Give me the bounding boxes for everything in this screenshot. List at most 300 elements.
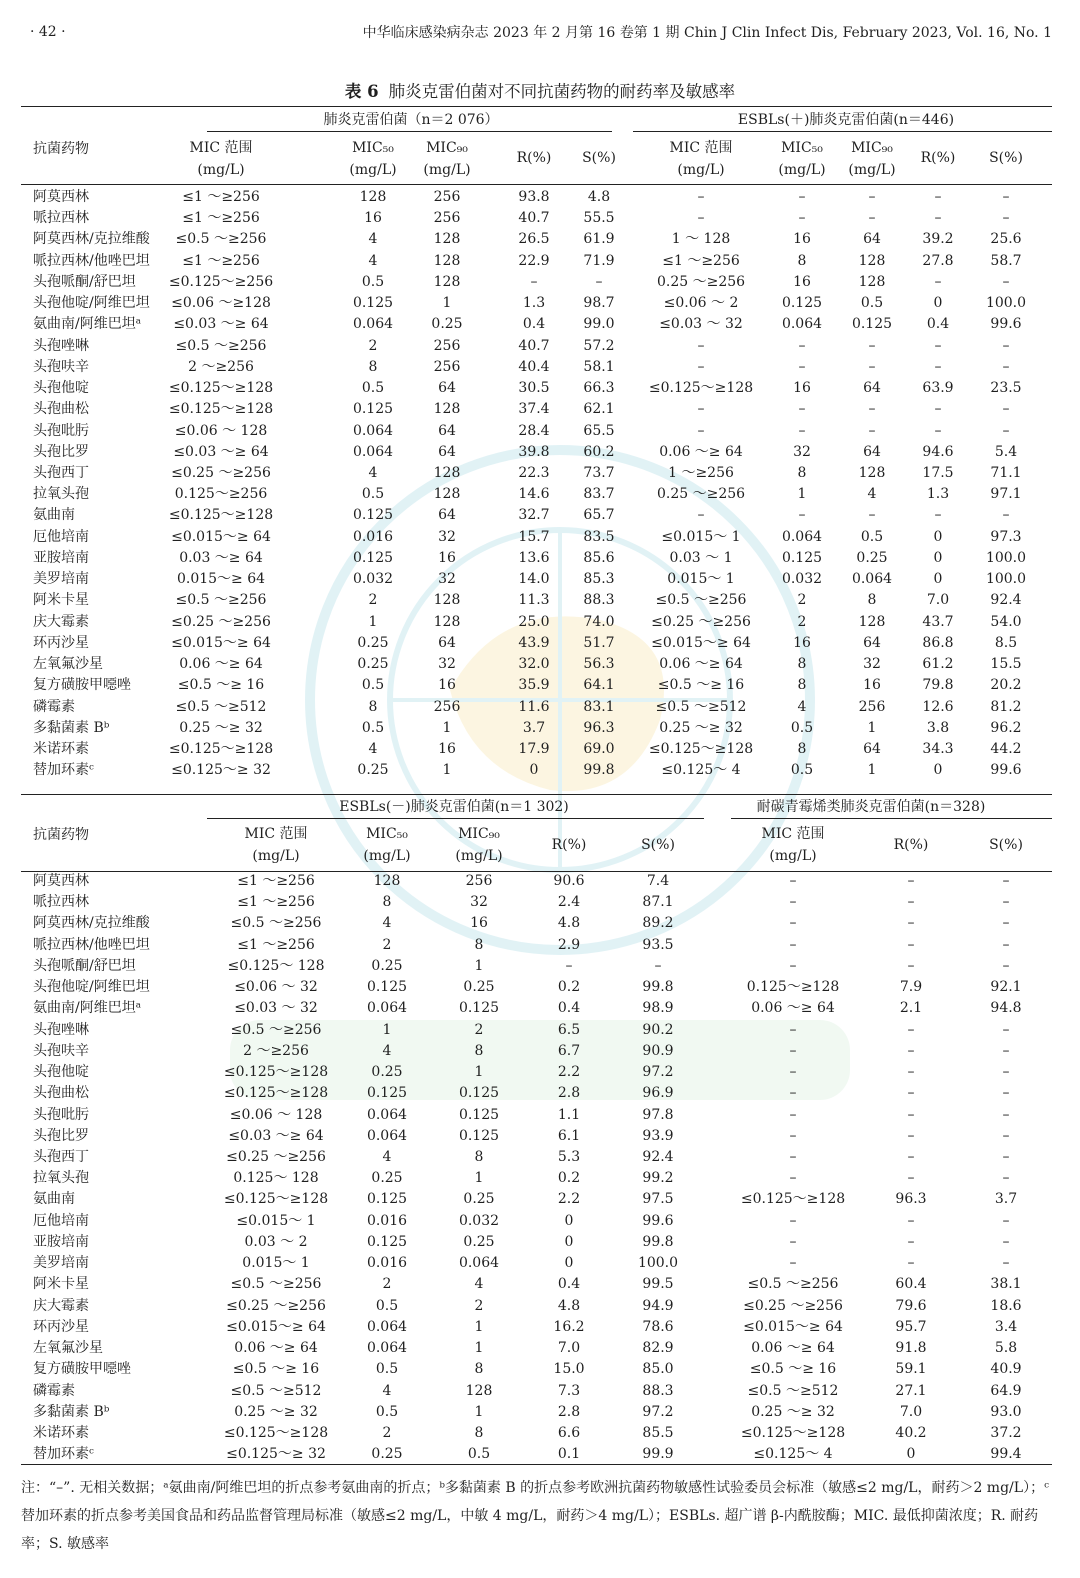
table-cell: 64 — [863, 380, 881, 397]
table-cell: 8 — [867, 592, 877, 609]
drug-column-header: 抗菌药物 — [33, 827, 89, 843]
drug-name: 头孢唑啉 — [33, 1021, 89, 1038]
table-cell: 0.5 — [361, 380, 385, 397]
table-cell: 32 — [793, 443, 811, 460]
table-cell: 40.4 — [518, 358, 550, 375]
table-cell: 2 — [474, 1297, 484, 1314]
table-cell: ≤0.25 ～≥256 — [651, 613, 751, 630]
table-cell: – — [934, 337, 942, 354]
drug-name: 头孢曲松 — [33, 1085, 89, 1102]
column-header: MIC 范围 — [244, 826, 308, 842]
drug-name: 头孢西丁 — [33, 1148, 89, 1165]
table-cell: ≤0.015～ 1 — [236, 1212, 316, 1229]
table-cell: – — [1002, 1064, 1010, 1081]
column-header-unit: (mg/L) — [197, 162, 245, 178]
table-cell: ≤0.03 ～ 32 — [659, 316, 743, 333]
table-cell: 14.6 — [518, 486, 550, 503]
table-cell: ≤0.015～≥ 64 — [743, 1318, 843, 1335]
drug-name: 复方磺胺甲噁唑 — [33, 677, 131, 694]
table-cell: 4 — [368, 464, 378, 481]
column-header-unit: (mg/L) — [677, 162, 725, 178]
table-cell: 8 — [474, 1042, 484, 1059]
column-header: R(%) — [893, 837, 929, 853]
table-cell: 8 — [797, 677, 807, 694]
drug-name: 阿莫西林 — [33, 189, 89, 205]
group-header-esbl-positive: ESBLs(＋)肺炎克雷伯菌(n＝446) — [737, 112, 955, 128]
table-cell: 64 — [438, 422, 456, 439]
table-cell: 0 — [906, 1446, 916, 1463]
drug-name: 头孢曲松 — [33, 401, 89, 418]
table-cell: 0.064 — [458, 1255, 500, 1272]
table-cell: – — [789, 1233, 797, 1250]
column-header: MIC₉₀ — [426, 140, 468, 156]
table-cell: 8 — [797, 740, 807, 757]
drug-name: 多黏菌素 Bᵇ — [33, 1403, 110, 1420]
table-cell: 0.25 — [357, 656, 389, 673]
table-cell: – — [868, 507, 876, 524]
table-cell: 99.8 — [583, 762, 615, 779]
table-cell: – — [907, 1148, 915, 1165]
table-cell: 16 — [438, 549, 456, 566]
table-cell: 96.3 — [583, 719, 615, 736]
table-top — [21, 106, 1052, 796]
table-cell: 83.1 — [583, 698, 615, 715]
drug-name: 头孢他啶 — [33, 380, 89, 397]
table-cell: 15.7 — [518, 528, 550, 545]
table-cell: 6.1 — [557, 1127, 581, 1144]
table-cell: 1 — [474, 1170, 484, 1187]
drug-name: 阿米卡星 — [33, 592, 89, 609]
table-cell: – — [789, 1127, 797, 1144]
drug-name: 阿莫西林 — [33, 873, 89, 889]
table-cell: 0.25 — [371, 1064, 403, 1081]
table-cell: 4 — [382, 915, 392, 932]
table-cell: 39.8 — [518, 443, 550, 460]
table-cell: 0.125 — [366, 979, 408, 996]
table-cell: 0 — [564, 1212, 574, 1229]
table-cell: 99.2 — [642, 1170, 674, 1187]
table-cell: 4 — [368, 252, 378, 269]
table-cell: 92.4 — [990, 592, 1022, 609]
table-cell: – — [907, 894, 915, 911]
table-cell: 0.5 — [375, 1361, 399, 1378]
table-cell: 16 — [793, 273, 811, 290]
table-cell: 1.3 — [522, 295, 546, 312]
table-cell: 99.5 — [642, 1276, 674, 1293]
drug-name: 头孢比罗 — [33, 443, 89, 460]
table-caption — [0, 78, 1080, 102]
table-cell: – — [1002, 401, 1010, 418]
table-cell: – — [907, 1085, 915, 1102]
table-cell: 3.4 — [994, 1318, 1018, 1335]
table-cell: 92.4 — [642, 1148, 674, 1165]
table-cell: 43.7 — [922, 613, 954, 630]
table-cell: 2.8 — [557, 1403, 581, 1420]
table-cell: – — [798, 401, 806, 418]
table-cell: – — [907, 1106, 915, 1123]
drug-name: 头孢哌酮/舒巴坦 — [33, 957, 136, 974]
table-cell: ≤0.5 ～≥ 16 — [232, 1361, 320, 1378]
table-cell: 32 — [438, 571, 456, 588]
table-cell: 95.7 — [895, 1318, 927, 1335]
drug-name: 头孢他啶 — [33, 1064, 89, 1081]
table-cell: 0.125～≥128 — [746, 979, 840, 996]
table-cell: ≤0.5 ～≥256 — [747, 1276, 839, 1293]
table-cell: 128 — [858, 464, 886, 481]
table-cell: – — [789, 957, 797, 974]
table-cell: 93.5 — [642, 936, 674, 953]
table-cell: 71.1 — [990, 464, 1022, 481]
table-cell: 100.0 — [985, 571, 1027, 588]
table-cell: 6.6 — [557, 1424, 581, 1441]
table-cell: – — [789, 1255, 797, 1272]
table-cell: 0 — [933, 528, 943, 545]
table-cell: 7.0 — [899, 1403, 923, 1420]
table-cell: 22.9 — [518, 252, 550, 269]
drug-name: 头孢哌酮/舒巴坦 — [33, 273, 136, 290]
table-cell: – — [868, 189, 876, 205]
table-cell: 23.5 — [990, 380, 1022, 397]
table-cell: – — [907, 915, 915, 932]
table-cell: 0.125 — [851, 316, 893, 333]
table-cell: 93.9 — [642, 1127, 674, 1144]
table-cell: – — [1002, 1170, 1010, 1187]
table-cell: 97.2 — [642, 1403, 674, 1420]
table-cell: 0.064 — [366, 1340, 408, 1357]
table-cell: ≤0.5 ～≥256 — [175, 337, 267, 354]
table-cell: 4 — [474, 1276, 484, 1293]
table-cell: ≤0.06 ～≥128 — [171, 295, 271, 312]
table-cell: 97.8 — [642, 1106, 674, 1123]
page-number: · 42 · — [30, 24, 66, 40]
table-cell: ≤0.125～≥128 — [740, 1424, 846, 1441]
table-cell: 0.125 — [366, 1085, 408, 1102]
table-cell: 88.3 — [583, 592, 615, 609]
table-cell: 0.032 — [458, 1212, 500, 1229]
table-cell: 16 — [364, 210, 382, 227]
table-cell: 0.032 — [781, 571, 823, 588]
table-cell: ≤1 ～≥256 — [237, 873, 315, 889]
table-cell: 0.4 — [557, 1000, 581, 1017]
table-cell: – — [1002, 1127, 1010, 1144]
table-cell: 44.2 — [990, 740, 1022, 757]
drug-name: 头孢他啶/阿维巴坦 — [33, 295, 150, 312]
table-cell: 27.1 — [895, 1382, 927, 1399]
table-cell: 4 — [382, 1042, 392, 1059]
table-cell: – — [907, 873, 915, 889]
table-cell: 4 — [797, 698, 807, 715]
drug-name: 头孢比罗 — [33, 1127, 89, 1144]
table-cell: 16 — [470, 915, 488, 932]
table-cell: 98.9 — [642, 1000, 674, 1017]
drug-column-header: 抗菌药物 — [33, 141, 89, 157]
table-cell: 0.5 — [361, 486, 385, 503]
table-cell: – — [789, 1085, 797, 1102]
table-cell: 128 — [433, 613, 461, 630]
table-cell: 99.8 — [642, 979, 674, 996]
table-cell: ≤0.125～≥128 — [223, 1424, 329, 1441]
table-cell: 11.3 — [518, 592, 550, 609]
table-cell: ≤1 ～≥256 — [237, 894, 315, 911]
table-cell: 4 — [382, 1382, 392, 1399]
table-cell: 64 — [438, 380, 456, 397]
table-cell: ≤0.06 ～ 2 — [663, 295, 739, 312]
table-cell: 5.3 — [557, 1148, 581, 1165]
table-cell: 89.2 — [642, 915, 674, 932]
table-cell: 60.2 — [583, 443, 615, 460]
column-header: S(%) — [641, 837, 675, 853]
table-cell: 16 — [793, 634, 811, 651]
group-underline — [207, 131, 612, 132]
table-cell: 1 — [474, 1340, 484, 1357]
table-cell: – — [868, 401, 876, 418]
table-cell: 93.8 — [518, 189, 550, 205]
table-cell: 0.25 ～≥256 — [656, 486, 746, 503]
table-cell: 0.032 — [352, 571, 394, 588]
table-cell: – — [1002, 1085, 1010, 1102]
table-cell: 96.2 — [990, 719, 1022, 736]
table-cell: 0.125 — [366, 1233, 408, 1250]
drug-name: 厄他培南 — [33, 528, 89, 545]
table-cell: 16 — [793, 380, 811, 397]
table-cell: – — [934, 401, 942, 418]
page-header — [0, 18, 1080, 46]
table-cell: 0.064 — [352, 316, 394, 333]
table-cell: – — [789, 936, 797, 953]
table-cell: 256 — [858, 698, 886, 715]
table-cell: 20.2 — [990, 677, 1022, 694]
column-header: MIC 范围 — [189, 140, 253, 156]
table-cell: 128 — [465, 1382, 493, 1399]
table-cell: 73.7 — [583, 464, 615, 481]
table-cell: – — [789, 1106, 797, 1123]
column-header: MIC₅₀ — [366, 826, 408, 842]
table-cell: ≤0.25 ～≥256 — [171, 613, 271, 630]
column-header: MIC₅₀ — [352, 140, 394, 156]
group-header-all: 肺炎克雷伯菌（n＝2 076） — [323, 112, 499, 128]
table-cell: ≤0.25 ～≥256 — [226, 1148, 326, 1165]
table-cell: ≤0.5 ～≥256 — [230, 1021, 322, 1038]
header-bottom-rule — [21, 871, 1052, 872]
table-cell: – — [1002, 1255, 1010, 1272]
table-cell: 0.2 — [557, 979, 581, 996]
table-cell: 128 — [858, 273, 886, 290]
table-cell: 87.1 — [642, 894, 674, 911]
table-cell: 1 — [867, 719, 877, 736]
drug-name: 亚胺培南 — [33, 549, 89, 566]
table-cell: – — [565, 957, 573, 974]
table-cell: 4.8 — [557, 1297, 581, 1314]
table-cell: 6.5 — [557, 1021, 581, 1038]
table-cell: – — [798, 337, 806, 354]
drug-name: 拉氧头孢 — [33, 486, 89, 503]
table-cell: – — [907, 1021, 915, 1038]
drug-name: 氨曲南 — [33, 507, 75, 524]
table-cell: 0.125 — [781, 549, 823, 566]
table-cell: – — [798, 358, 806, 375]
drug-name: 头孢西丁 — [33, 464, 89, 481]
table-cell: 94.9 — [642, 1297, 674, 1314]
table-cell: 0.25 ～≥256 — [656, 273, 746, 290]
table-cell: 0.064 — [781, 316, 823, 333]
drug-name: 左氧氟沙星 — [33, 656, 103, 673]
table-cell: ≤0.125～≥128 — [648, 740, 754, 757]
table-cell: 37.2 — [990, 1424, 1022, 1441]
drug-name: 左氧氟沙星 — [33, 1340, 103, 1357]
table-cell: 128 — [433, 273, 461, 290]
column-header-unit: (mg/L) — [848, 162, 896, 178]
table-cell: 83.5 — [583, 528, 615, 545]
table-cell: – — [697, 507, 705, 524]
table-cell: 28.4 — [518, 422, 550, 439]
table-cell: – — [1002, 210, 1010, 227]
table-cell: ≤0.015～≥ 64 — [651, 634, 751, 651]
table-cell: 0.06 ～≥ 64 — [179, 656, 263, 673]
table-top-rule — [21, 106, 1052, 107]
table-cell: – — [1002, 1106, 1010, 1123]
table-cell: 0.125 — [458, 1106, 500, 1123]
table-cell: 51.7 — [583, 634, 615, 651]
table-cell: ≤0.5 ～≥256 — [175, 231, 267, 248]
table-cell: 32.7 — [518, 507, 550, 524]
table-cell: 40.7 — [518, 210, 550, 227]
table-cell: ≤0.125～≥128 — [223, 1085, 329, 1102]
table-cell: 2.2 — [557, 1064, 581, 1081]
table-cell: 61.9 — [583, 231, 615, 248]
table-cell: 128 — [433, 231, 461, 248]
table-cell: 256 — [433, 337, 461, 354]
table-cell: 99.9 — [642, 1446, 674, 1463]
table-cell: 0.125 — [781, 295, 823, 312]
table-cell: – — [789, 915, 797, 932]
table-cell: 58.1 — [583, 358, 615, 375]
table-cell: 0.125 — [352, 401, 394, 418]
drug-name: 美罗培南 — [33, 571, 89, 588]
table-cell: ≤0.125～≥128 — [168, 401, 274, 418]
table-cell: 2 — [797, 592, 807, 609]
table-cell: 1.3 — [926, 486, 950, 503]
table-cell: 0.5 — [860, 295, 884, 312]
table-cell: 0.016 — [366, 1255, 408, 1272]
table-cell: 74.0 — [583, 613, 615, 630]
table-cell: 2 — [368, 592, 378, 609]
table-cell: ≤0.015～≥ 64 — [171, 528, 271, 545]
table-cell: 2 — [382, 936, 392, 953]
table-cell: ≤0.5 ～≥ 16 — [177, 677, 265, 694]
table-cell: 0.25 ～≥ 32 — [179, 719, 263, 736]
table-cell: 2 ～≥256 — [243, 1042, 309, 1059]
table-cell: 7.9 — [899, 979, 923, 996]
table-cell: – — [798, 210, 806, 227]
table-label: 表 6 — [344, 82, 379, 101]
column-header-unit: (mg/L) — [778, 162, 826, 178]
table-cell: 15.0 — [553, 1361, 585, 1378]
column-header-unit: (mg/L) — [455, 848, 503, 864]
table-cell: 1 ～≥256 — [668, 464, 734, 481]
table-cell: 16 — [793, 231, 811, 248]
table-cell: 5.4 — [994, 443, 1018, 460]
drug-name: 庆大霉素 — [33, 613, 89, 630]
table-cell: – — [789, 1064, 797, 1081]
table-cell: 2.4 — [557, 894, 581, 911]
table-cell: 85.0 — [642, 1361, 674, 1378]
table-cell: 2.2 — [557, 1191, 581, 1208]
drug-name: 氨曲南/阿维巴坦ᵃ — [33, 316, 142, 333]
table-cell: 0.125 — [458, 1000, 500, 1017]
table-cell: ≤0.125～≥128 — [648, 380, 754, 397]
table-cell: – — [789, 873, 797, 889]
table-cell: 99.8 — [642, 1233, 674, 1250]
table-cell: ≤0.125～≥ 32 — [171, 762, 271, 779]
drug-name: 亚胺培南 — [33, 1233, 89, 1250]
table-cell: ≤0.125～≥128 — [168, 507, 274, 524]
table-cell: 26.5 — [518, 231, 550, 248]
table-cell: 99.4 — [990, 1446, 1022, 1463]
group-header-carbapenem-resistant: 耐碳青霉烯类肺炎克雷伯菌(n＝328) — [756, 799, 986, 815]
table-cell: – — [1002, 422, 1010, 439]
table-cell: – — [1002, 915, 1010, 932]
column-header: R(%) — [516, 150, 552, 166]
table-cell: 85.5 — [642, 1424, 674, 1441]
drug-name: 阿莫西林/克拉维酸 — [33, 915, 150, 932]
table-cell: ≤0.5 ～≥256 — [175, 592, 267, 609]
table-cell: 64 — [863, 634, 881, 651]
table-cell: – — [595, 273, 603, 290]
table-cell: 0.125 — [352, 295, 394, 312]
table-cell: – — [907, 936, 915, 953]
table-cell: 71.9 — [583, 252, 615, 269]
table-cell: – — [1002, 957, 1010, 974]
table-cell: – — [934, 273, 942, 290]
table-cell: ≤1 ～≥256 — [237, 936, 315, 953]
table-cell: 8 — [382, 894, 392, 911]
drug-name: 拉氧头孢 — [33, 1170, 89, 1187]
table-cell: 58.7 — [990, 252, 1022, 269]
table-cell: 34.3 — [922, 740, 954, 757]
table-cell: – — [907, 1127, 915, 1144]
table-cell: 63.9 — [922, 380, 954, 397]
table-cell: 99.0 — [583, 316, 615, 333]
table-cell: – — [934, 189, 942, 205]
table-cell: – — [934, 210, 942, 227]
table-cell: – — [697, 401, 705, 418]
table-cell: 27.8 — [922, 252, 954, 269]
table-cell: 60.4 — [895, 1276, 927, 1293]
table-cell: 1 — [474, 1403, 484, 1420]
table-cell: ≤0.125～≥128 — [168, 380, 274, 397]
table-cell: 40.9 — [990, 1361, 1022, 1378]
table-cell: 64 — [863, 740, 881, 757]
table-cell: 0.125 — [458, 1085, 500, 1102]
table-cell: ≤0.03 ～≥ 64 — [228, 1127, 324, 1144]
table-cell: 0.125～≥256 — [174, 486, 268, 503]
table-cell: – — [934, 422, 942, 439]
table-cell: 18.6 — [990, 1297, 1022, 1314]
table-cell: 64 — [863, 443, 881, 460]
table-cell: 4.8 — [587, 189, 611, 205]
table-cell: 86.8 — [922, 634, 954, 651]
table-cell: 85.6 — [583, 549, 615, 566]
table-cell: 0.25 — [463, 1233, 495, 1250]
table-cell: 0.125 — [366, 1191, 408, 1208]
drug-name: 磷霉素 — [33, 698, 75, 715]
drug-name: 哌拉西林 — [33, 894, 89, 911]
table-cell: 90.2 — [642, 1021, 674, 1038]
table-cell: ≤0.5 ～≥256 — [655, 592, 747, 609]
drug-name: 头孢呋辛 — [33, 358, 89, 375]
table-cell: 2 ～≥256 — [188, 358, 254, 375]
table-cell: – — [1002, 1212, 1010, 1229]
